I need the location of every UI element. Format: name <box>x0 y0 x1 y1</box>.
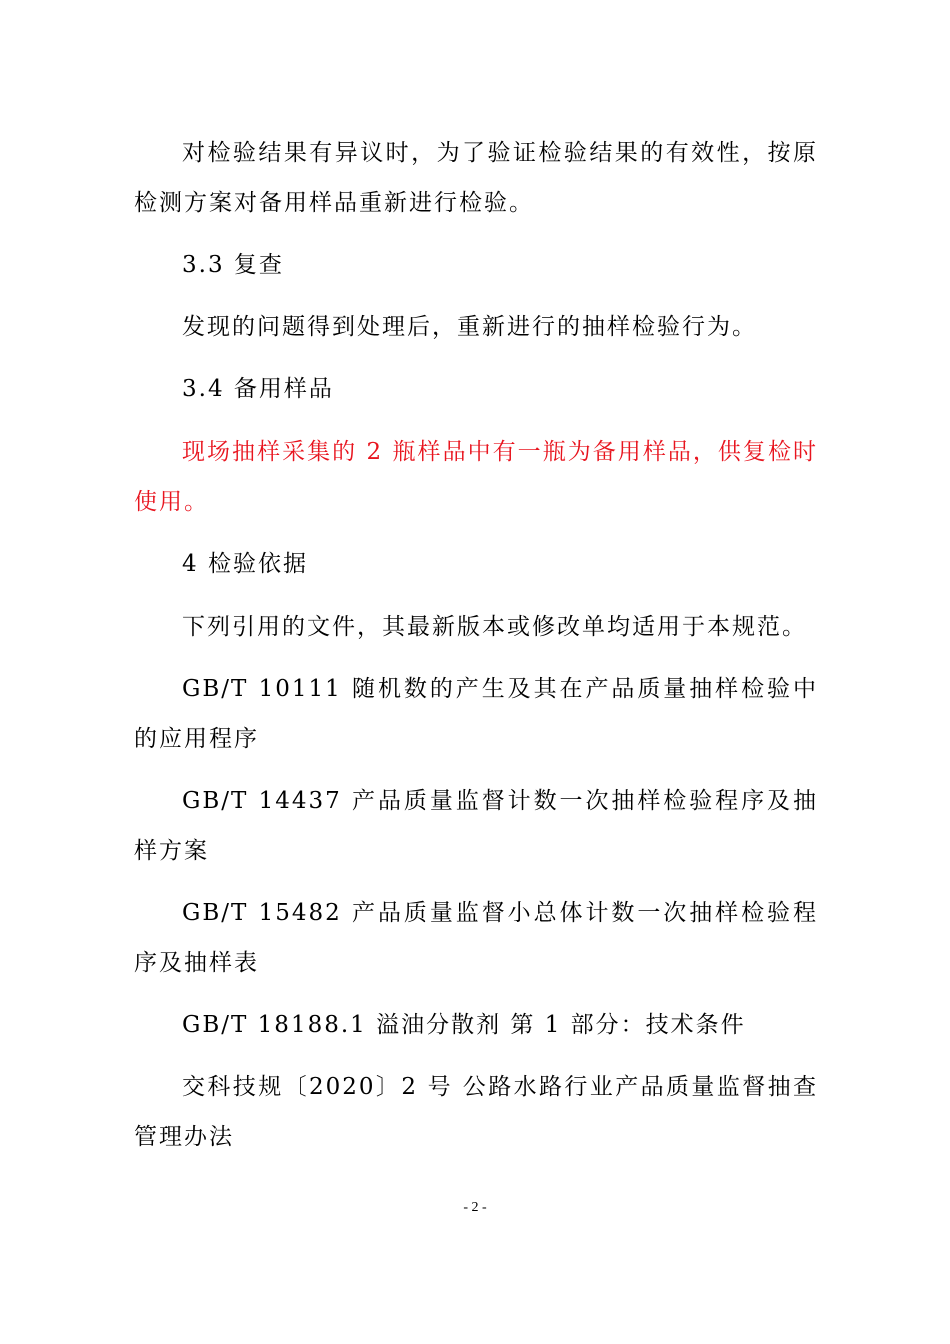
paragraph-references-intro: 下列引用的文件，其最新版本或修改单均适用于本规范。 <box>182 614 807 640</box>
heading-3-3: 3.3 复查 <box>182 252 284 278</box>
reference-jiaokeji-2020-2: 交科技规〔2020〕2 号 公路水路行业产品质量监督抽查管理办法 <box>134 1074 818 1150</box>
page-number: - 2 - <box>463 1200 487 1215</box>
paragraph-retest-definition: 对检验结果有异议时，为了验证检验结果的有效性，按原检测方案对备用样品重新进行检验。 <box>134 140 818 216</box>
reference-gbt-10111: GB/T 10111 随机数的产生及其在产品质量抽样检验中的应用程序 <box>134 676 818 752</box>
reference-gbt-18188-1: GB/T 18188.1 溢油分散剂 第 1 部分：技术条件 <box>182 1012 746 1038</box>
reference-gbt-15482: GB/T 15482 产品质量监督小总体计数一次抽样检验程序及抽样表 <box>134 900 818 976</box>
paragraph-recheck-definition: 发现的问题得到处理后，重新进行的抽样检验行为。 <box>182 314 757 340</box>
heading-3-4: 3.4 备用样品 <box>182 376 334 402</box>
reference-gbt-14437: GB/T 14437 产品质量监督计数一次抽样检验程序及抽样方案 <box>134 788 818 864</box>
paragraph-backup-sample: 现场抽样采集的 2 瓶样品中有一瓶为备用样品，供复检时使用。 <box>134 439 818 515</box>
heading-4: 4 检验依据 <box>182 551 308 577</box>
